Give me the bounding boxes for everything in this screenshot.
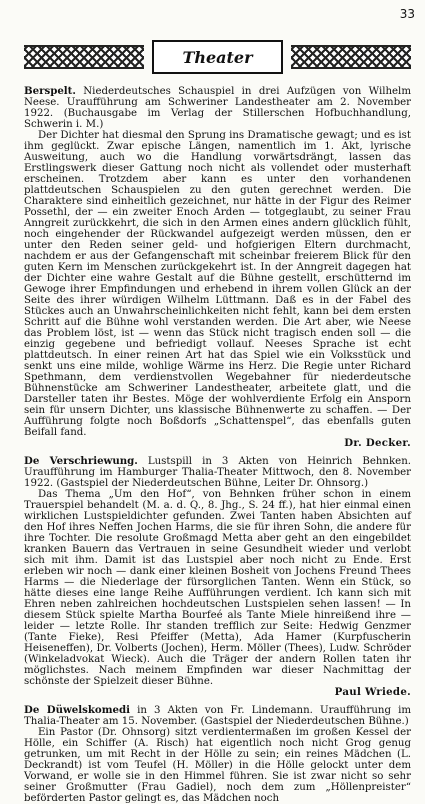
review-verspelt: [24, 86, 411, 449]
review-duewelskomedi: [24, 705, 411, 804]
review-intro: Lustspill in 3 Akten von Heinrich Behnken. Uraufführung im Hamburger Thalia-Theater Mittwoch, den 8. November 1922. (Gastspiel der Niederdeutschen Bühne, Leiter Dr. Ohnsorg.): [24, 456, 411, 489]
review-title: Berspelt.: [24, 85, 76, 97]
review-title: De Düwelskomedi: [24, 704, 130, 716]
page-number: 33: [399, 7, 415, 21]
ornament-left: [24, 45, 144, 69]
article-content: [24, 85, 411, 804]
review-verschriewung: [24, 456, 411, 698]
review-intro: in 3 Akten von Fr. Lindemann. Uraufführung im Thalia-Theater am 15. November. (Gastspiel der Niederdeutschen Bühne.): [24, 705, 411, 727]
review-body: Ein Pastor (Dr. Ohnsorg) sitzt verdientermaßen im großen Kessel der Hölle, ein Schiffer (A. Risch) hat eigentlich noch nicht Grog genug getrunken, um mit Recht in der Hölle zu sein; ein reines Mädchen (L. Deckrandt) ist vom Teufel (H. Möller) in die Hölle gelockt unter dem Vorwand, er wolle sie in den Himmel führen. Sie ist zwar nicht so sehr seiner Großmutter (Frau Gadiel), noch dem zum „Höllenpreister“ beförderten Pastor gelingt es, das Mädchen noch: [24, 727, 411, 804]
review-body: Der Dichter hat diesmal den Sprung ins Dramatische gewagt; und es ist ihm geglückt. Zwar epische Längen, namentlich im 1. Akt, lyrische Ausweitung, auch wo die Handlung vorwärtsdrängt, lassen das Erstlingswerk dieser Gattung noch nicht als vollendet oder musterhaft erscheinen. Trotzdem aber kann es unter den vorhandenen plattdeutschen Schauspielen zu den guten gerechnet werden. Die Charaktere sind einheitlich gezeichnet, nur hätte in der Figur des Reimer Possethl, der — ein zweiter Enoch Arden — totgeglaubt, zu seiner Frau Anngreit zurückkehrt, die sich in den Armen eines andern glücklich fühlt, noch eingehender der Rückwandel aufgezeigt werden müssen, den er unter den Reden seiner geld- und hofgierigen Eltern durchmacht, nachdem er aus der Gefangenschaft mit scheinbar freierem Blick für den guten Kern im Menschen zurückgekehrt ist. In der Anngreit dagegen hat der Dichter eine wahre Gestalt auf die Bühne gestellt, erschütternd im Gewoge ihrer Empfindungen und erhebend in ihrem vollen Glück an der Seite des ihrer würdigen Wilhelm Lüttmann. Daß es in der Fabel des Stückes auch an Unwahrscheinlichkeiten nicht fehlt, kann bei dem ersten Schritt auf die Bühne wohl verstanden werden. Die Art aber, wie Neese das Problem löst, ist — wenn das Stück nicht tragisch enden soll — die einzig gegebene und befriedigt vollauf. Neeses Sprache ist echt plattdeutsch. In einer reinen Art hat das Spiel wie ein Volksstück und senkt uns eine milde, wohlige Wärme ins Herz. Die Regie unter Richard Spethmann, dem verdienstvollen Wegebahner für niederdeutsche Bühnenstücke am Schweriner Landestheater, arbeitete glatt, und die Darsteller taten ihr Bestes. Möge der wohlverdiente Erfolg ein Ansporn sein für unsern Dichter, uns klassische Bühnenwerte zu schaffen. — Der Aufführung folgte noch Boßdorfs „Schattenspel“, das ebenfalls guten Beifall fand.: [24, 130, 411, 438]
review-intro: Niederdeutsches Schauspiel in drei Aufzügen von Wilhelm Neese. Uraufführung am Schweriner Landestheater am 2. November 1922. (Buchausgabe im Verlag der Stillerschen Hofbuchhandlung, Schwerin i. M.): [24, 86, 411, 130]
review-signature: Dr. Decker.: [344, 437, 411, 449]
review-body: Das Thema „Um den Hof“, von Behnken früher schon in einem Trauerspiel behandelt (M. a. d. Q., 8. Jhg., S. 24 ff.), hat hier einmal einen wirklichen Lustspieldichter gefunden. Zwei Tanten haben Absichten auf den Hof ihres Neffen Jochen Harms, die sie für ihren Sohn, die andere für ihre Tochter. Die resolute Großmagd Metta aber geht an den eingebildet kranken Bauern das Vertrauen in seine Gesundheit wieder und verlobt sich mit ihm. Damit ist das Lustspiel aber noch nicht zu Ende. Erst erleben wir noch — dank einer kleinen Bosheit von Jochens Freund Thees Harms — die Niederlage der fürsorglichen Tanten. Wenn ein Stück, so hätte dieses eine lange Reihe Aufführungen verdient. Ich kann sich mit Ehren neben zahlreichen hochdeutschen Lustspielen sehen lassen! — In diesem Stück spielte Martha Bourfeé als Tante Miele hinreißend ihre — leider — letzte Rolle. Ihr standen trefflich zur Seite: Hedwig Genzmer (Tante Fieke), Resi Pfeiffer (Metta), Ada Hamer (Kurpfuscherin Heiseneffen), Dr. Volberts (Jochen), Herm. Möller (Thees), Ludw. Schröder (Winkeladvokat Wieck). Auch die Träger der andern Rollen taten ihr möglichstes. Nach meinem Empfinden war dieser Nachmittag der schönste der Spielzeit dieser Bühne.: [24, 489, 411, 687]
ornament-right: [291, 45, 411, 69]
section-header: [24, 40, 411, 74]
review-signature: Paul Wriede.: [334, 686, 411, 698]
section-title: Theater: [152, 40, 283, 74]
review-title: De Verschriewung.: [24, 455, 138, 467]
